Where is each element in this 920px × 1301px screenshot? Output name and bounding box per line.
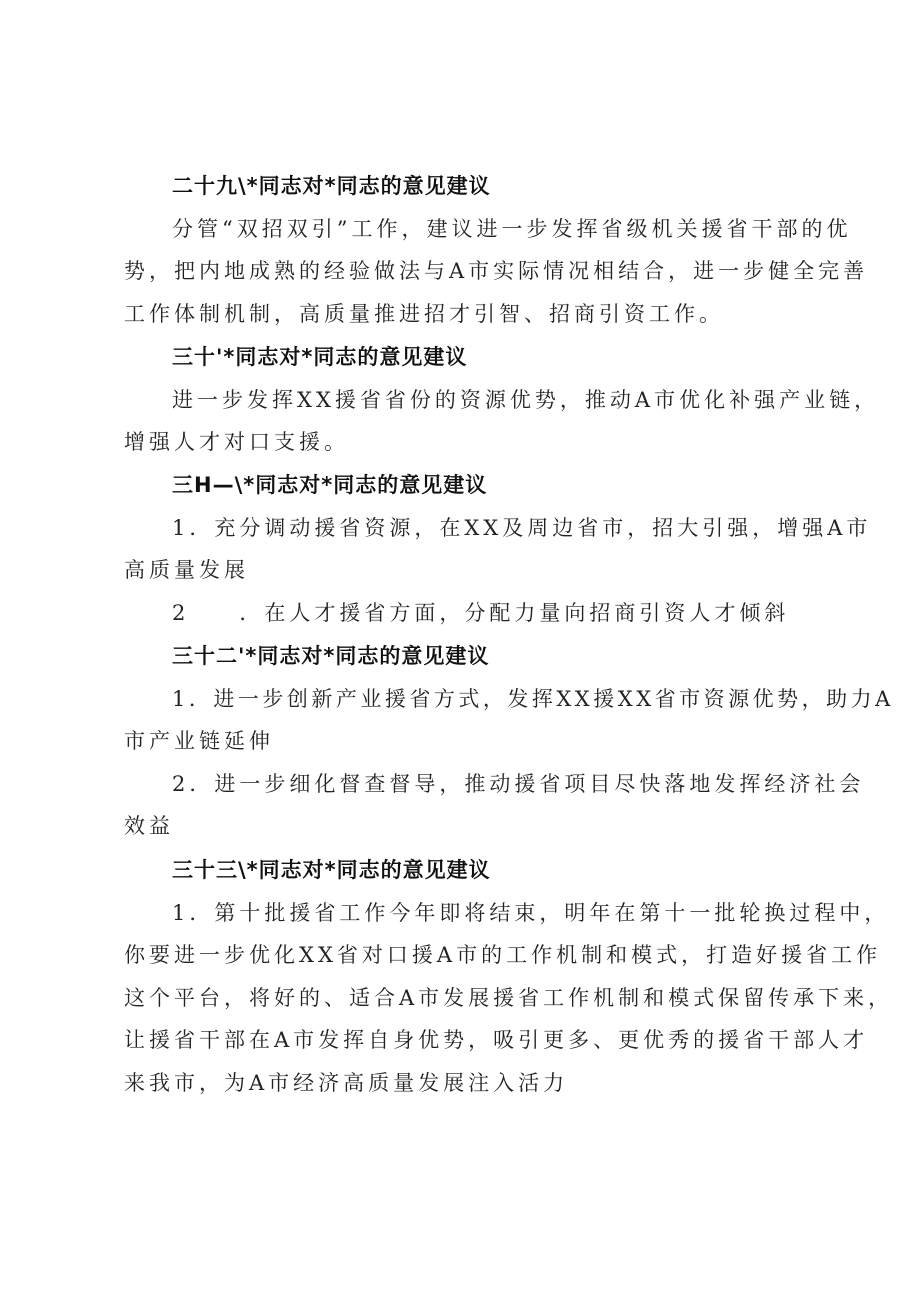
paragraph-line: 2．进一步细化督查督导，推动援省项目尽快落地发挥经济社会 [172, 772, 865, 796]
paragraph-line: 工作体制机制，高质量推进招才引智、招商引资工作。 [124, 302, 724, 326]
paragraph-line: 高质量发展 [124, 558, 249, 582]
section-heading-33: 三十三\*同志对*同志的意见建议 [172, 858, 491, 882]
section-heading-30: 三十'*同志对*同志的意见建议 [172, 345, 468, 369]
paragraph-line: 效益 [124, 814, 174, 838]
paragraph-line: 增强人才对口支援。 [124, 430, 349, 454]
paragraph-line: 2 ．在人才援省方面，分配力量向招商引资人才倾斜 [172, 601, 790, 625]
paragraph-line: 进一步发挥XX援省省份的资源优势，推动A市优化补强产业链， [172, 388, 880, 412]
section-heading-32: 三十二'*同志对*同志的意见建议 [172, 644, 490, 668]
paragraph-line: 这个平台，将好的、适合A市发展援省工作机制和模式保留传承下来， [124, 986, 894, 1010]
paragraph-line: 势，把内地成熟的经验做法与A市实际情况相结合，进一步健全完善 [124, 259, 869, 283]
section-heading-29: 二十九\*同志对*同志的意见建议 [172, 174, 491, 198]
paragraph-line: 1．进一步创新产业援省方式，发挥XX援XX省市资源优势，助力A [172, 687, 894, 711]
paragraph-line: 你要进一步优化XX省对口援A市的工作机制和模式，打造好援省工作 [124, 943, 882, 967]
paragraph-line: 让援省干部在A市发挥自身优势，吸引更多、更优秀的援省干部人才 [124, 1028, 869, 1052]
paragraph-line: 1．第十批援省工作今年即将结束，明年在第十一批轮换过程中， [172, 901, 890, 925]
paragraph-line: 来我市，为A市经济高质量发展注入活力 [124, 1071, 569, 1095]
paragraph-line: 1．充分调动援省资源，在XX及周边省市，招大引强，增强A市 [172, 516, 872, 540]
paragraph-line: 市产业链延伸 [124, 729, 274, 753]
section-heading-31: 三H—\*同志对*同志的意见建议 [172, 473, 488, 497]
paragraph-line: 分管“双招双引”工作，建议进一步发挥省级机关援省干部的优 [172, 217, 852, 241]
